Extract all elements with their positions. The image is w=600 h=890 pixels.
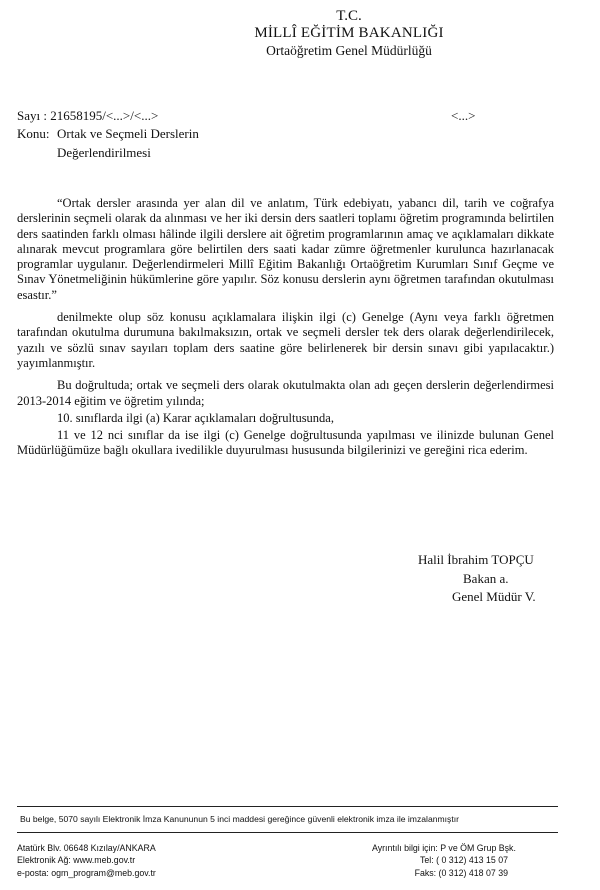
paragraph-circular: denilmekte olup söz konusu açıklamalara ilişkin ilgi (c) Genelge (Aynı veya farklı öğretmen tarafından okutulma durumuna bakılmaksızın, ortak ve seçmeli dersler tek ders olarak değerlendirilecek, yazılı ve sözlü sınav sayıları toplam ders saatine göre belirlenerek bir dersin sınavı gibi yapılacaktır.) yayımlanmıştır. xyxy=(17,310,554,370)
subject-line-1: Ortak ve Seçmeli Derslerin xyxy=(57,126,199,141)
subject-line-2: Değerlendirilmesi xyxy=(57,145,151,160)
paragraph-grade-10: 10. sınıflarda ilgi (a) Karar açıklamaları doğrultusunda, xyxy=(57,410,334,425)
footer-web: Elektronik Ağ: www.meb.gov.tr xyxy=(17,855,136,866)
footer-email: e-posta: ogm_program@meb.gov.tr xyxy=(17,867,156,878)
letterhead-ministry: MİLLÎ EĞİTİM BAKANLIĞI xyxy=(254,25,444,41)
e-signature-note: Bu belge, 5070 sayılı Elektronik İmza Kanununun 5 inci maddesi gereğince güvenli elektronik imza ile imzalanmıştır xyxy=(20,814,459,824)
footer-contact: Ayrıntılı bilgi için: P ve ÖM Grup Bşk. xyxy=(372,843,516,853)
letterhead xyxy=(0,8,600,59)
letterhead-directorate: Ortaöğretim Genel Müdürlüğü xyxy=(266,43,432,58)
footer-tel: Tel: ( 0 312) 413 15 07 xyxy=(419,855,508,866)
footer-contact-block xyxy=(372,842,516,879)
document-number: Sayı : 21658195/<...>/<...> xyxy=(17,108,159,123)
subject xyxy=(17,126,199,142)
signatory-name: Halil İbrahim TOPÇU xyxy=(418,552,534,567)
footer-address: Atatürk Blv. 06648 Kızılay/ANKARA xyxy=(17,843,156,853)
document-date: <...> xyxy=(451,108,476,123)
signatory-title-2: Genel Müdür V. xyxy=(452,589,536,604)
letterhead-tc: T.C. xyxy=(336,8,362,24)
letter-body xyxy=(17,196,554,459)
footer-address-block xyxy=(17,842,156,879)
footer-divider-bottom xyxy=(17,832,558,833)
footer-fax: Faks: (0 312) 418 07 39 xyxy=(414,867,508,878)
signatory-title-1: Bakan a. xyxy=(463,570,509,586)
paragraph-accordingly: Bu doğrultuda; ortak ve seçmeli ders olarak okutulmakta olan adı geçen derslerin değerlendirmesi 2013-2014 eğitim ve öğretim yılında; xyxy=(17,378,554,408)
subject-label: Konu: xyxy=(17,126,50,141)
footer-divider-top xyxy=(17,806,558,807)
signature-block xyxy=(418,551,536,607)
paragraph-grade-11-12: 11 ve 12 nci sınıflar da ise ilgi (c) Genelge doğrultusunda yapılması ve ilinizde bulunan Genel Müdürlüğümüze bağlı okullara ivedilikle duyurulması hususunda bilgilerinizi ve gereğini rica ederim. xyxy=(17,428,554,458)
paragraph-quote: “Ortak dersler arasında yer alan dil ve anlatım, Türk edebiyatı, yabancı dil, tarih ve coğrafya derslerinin seçmeli olarak da alınması ve her iki dersin ders saatleri toplamı öğretim programında belirtilen ders saatinden farklı olması hâlinde ilgili derslere ait öğretim programlarının amaç ve açıklamaları dikkate alınarak mevcut programlara göre belirtilen ders saati kadar zümre öğretmenler kurulunca hazırlanacak programlar uygulanır. Değerlendirmeleri Millî Eğitim Bakanlığı Ortaöğretim Kurumları Sınıf Geçme ve Sınav Yönetmeliğinin hükümlerine göre yapılır. Söz konusu derslerin aynı öğretmen tarafından okutulması esastır.” xyxy=(17,196,554,302)
